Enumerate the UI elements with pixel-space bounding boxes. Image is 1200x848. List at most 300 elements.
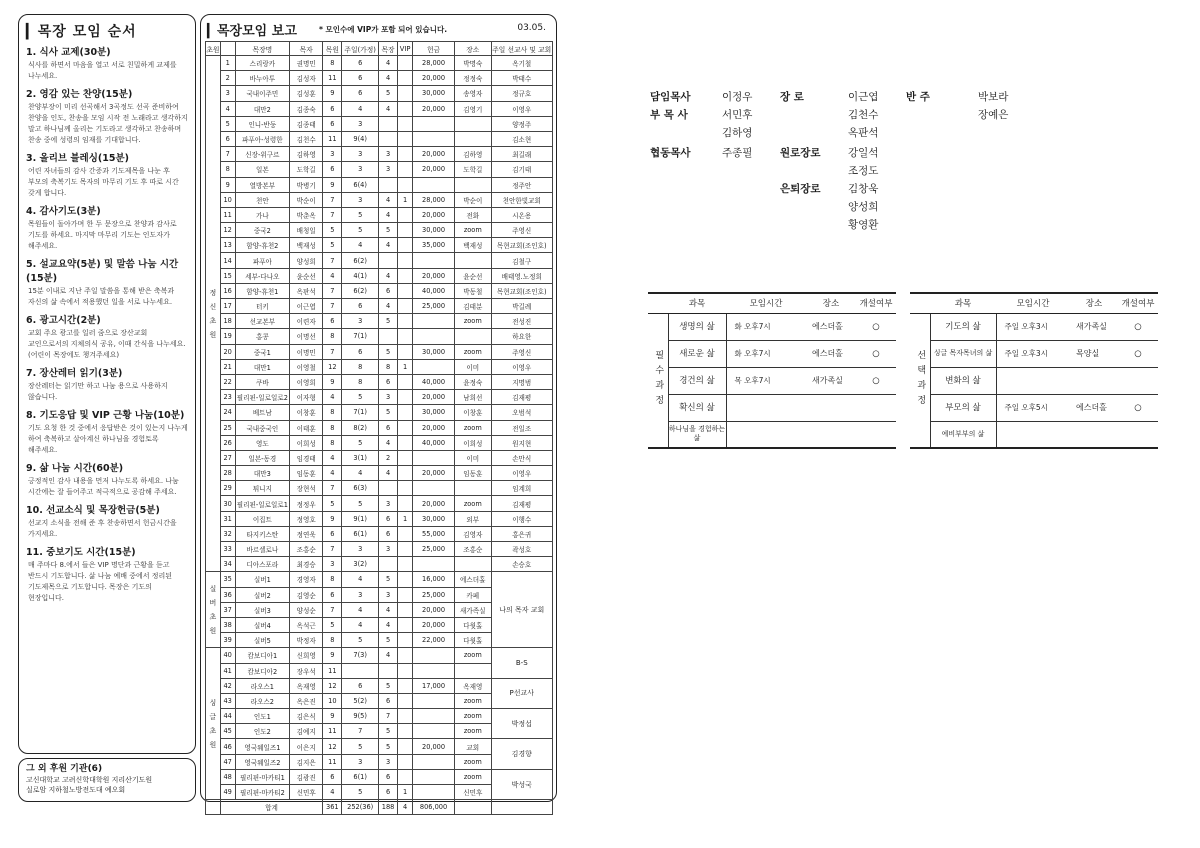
- table-cell: 30,000: [413, 344, 455, 359]
- table-cell: 정영호: [290, 511, 323, 526]
- course-name: 변화의 삶: [930, 367, 996, 394]
- table-cell: 11: [323, 754, 342, 769]
- table-cell: 김예지: [290, 724, 323, 739]
- table-cell: [398, 374, 413, 389]
- table-cell: [398, 602, 413, 617]
- table-cell: 6(1): [342, 526, 378, 541]
- course-column-header: 장소: [1070, 293, 1118, 313]
- table-cell: 실버5: [235, 633, 290, 648]
- table-cell: 정주안: [491, 177, 553, 192]
- merged-note-cell: P선교사: [491, 678, 553, 708]
- table-cell: 시온용: [491, 207, 553, 222]
- table-cell: 임경태: [290, 450, 323, 465]
- table-cell: 조홍순: [290, 542, 323, 557]
- table-cell: 카페: [455, 587, 491, 602]
- table-cell: [378, 253, 397, 268]
- table-cell: 4: [323, 466, 342, 481]
- emeritus-elder-name: 강일석: [848, 147, 879, 159]
- table-cell: 12: [323, 359, 342, 374]
- table-cell: 9: [220, 177, 235, 192]
- order-item: [26, 205, 188, 252]
- table-cell: 8: [323, 405, 342, 420]
- table-row: [206, 557, 553, 572]
- table-cell: 김소현: [491, 131, 553, 146]
- table-cell: 4: [378, 56, 397, 71]
- table-row: [206, 101, 553, 116]
- table-cell: [413, 648, 455, 663]
- table-cell: 1: [398, 511, 413, 526]
- table-cell: 양성희: [290, 253, 323, 268]
- table-cell: 6: [378, 693, 397, 708]
- table-row: [206, 526, 553, 541]
- table-cell: [413, 754, 455, 769]
- course-column-header: 모임시간: [996, 293, 1070, 313]
- table-cell: 41: [220, 663, 235, 678]
- table-cell: zoom: [455, 344, 491, 359]
- table-cell: 전화: [455, 207, 491, 222]
- table-cell: [455, 253, 491, 268]
- table-cell: 5: [323, 617, 342, 632]
- table-cell: [398, 101, 413, 116]
- merged-note-cell: B-S: [491, 648, 553, 678]
- table-cell: [378, 557, 397, 572]
- table-cell: 옥기철: [491, 56, 553, 71]
- table-cell: 임계희: [491, 481, 553, 496]
- table-cell: 36: [220, 587, 235, 602]
- table-cell: 3: [342, 192, 378, 207]
- table-cell: 11: [323, 131, 342, 146]
- table-cell: [398, 481, 413, 496]
- table-cell: 40,000: [413, 283, 455, 298]
- table-cell: 8(2): [342, 420, 378, 435]
- table-row: [206, 405, 553, 420]
- table-cell: 40: [220, 648, 235, 663]
- table-cell: 6: [323, 162, 342, 177]
- table-cell: [398, 678, 413, 693]
- table-cell: 2: [378, 450, 397, 465]
- table-row: [206, 162, 553, 177]
- report-header: [205, 19, 552, 41]
- table-cell: 옥재영: [290, 678, 323, 693]
- table-cell: 4: [378, 648, 397, 663]
- table-cell: 1: [398, 359, 413, 374]
- table-cell: 중국2: [235, 223, 290, 238]
- course-column-header: 개설여부: [1118, 293, 1158, 313]
- table-cell: 6(2): [342, 283, 378, 298]
- table-cell: 윤정숙: [455, 374, 491, 389]
- table-cell: zoom: [455, 420, 491, 435]
- table-cell: 이희성: [455, 435, 491, 450]
- order-item: [26, 546, 188, 604]
- table-row: [206, 769, 553, 784]
- table-cell: 주영신: [491, 223, 553, 238]
- table-cell: 정정우: [290, 496, 323, 511]
- senior-pastor-title: 담임목사: [650, 91, 691, 103]
- table-cell: [398, 56, 413, 71]
- associate-pastor-title: 부 목 사: [650, 109, 688, 121]
- order-item: [26, 314, 188, 361]
- table-cell: [398, 617, 413, 632]
- retired-elder-name: 김창욱: [848, 183, 879, 195]
- table-row: [206, 299, 553, 314]
- course-row: [910, 313, 1158, 340]
- table-cell: 김철구: [491, 253, 553, 268]
- table-cell: 도학길: [290, 162, 323, 177]
- table-cell: 원지현: [491, 435, 553, 450]
- course-open-status: ○: [856, 313, 896, 340]
- elective-course-table: [910, 292, 1158, 449]
- order-item-description: 장산레터는 읽기만 하고 나눔 용으로 사용하지 않습니다.: [28, 382, 168, 401]
- course-time: [996, 421, 1070, 448]
- table-cell: zoom: [455, 496, 491, 511]
- table-cell: 이영우: [491, 359, 553, 374]
- table-cell: 30,000: [413, 511, 455, 526]
- table-cell: 3: [378, 390, 397, 405]
- table-cell: 옥석근: [290, 617, 323, 632]
- table-cell: 김태분: [455, 299, 491, 314]
- table-cell: [455, 177, 491, 192]
- table-cell: 3(1): [342, 450, 378, 465]
- table-cell: 11: [220, 207, 235, 222]
- table-cell: 4: [342, 572, 378, 587]
- table-row: [206, 344, 553, 359]
- table-cell: 새가족실: [455, 602, 491, 617]
- table-cell: 9: [323, 709, 342, 724]
- table-cell: 29: [220, 481, 235, 496]
- report-column-header: 장소: [455, 42, 491, 56]
- table-cell: 12: [220, 223, 235, 238]
- elder-name: 김천수: [848, 109, 879, 121]
- table-row: [206, 435, 553, 450]
- table-row: [206, 192, 553, 207]
- table-cell: 실버2: [235, 587, 290, 602]
- sponsor-line: 실로암 지하철노방전도대 예오회: [26, 786, 126, 794]
- table-cell: [398, 420, 413, 435]
- table-cell: 박병기: [290, 177, 323, 192]
- table-cell: [398, 299, 413, 314]
- order-item-heading: 11. 중보기도 시간(15분): [26, 547, 136, 558]
- course-time: 주일 오후3시: [996, 313, 1070, 340]
- report-date: 03.05.: [517, 23, 546, 33]
- table-cell: 박명숙: [455, 56, 491, 71]
- table-cell: 8: [220, 162, 235, 177]
- course-row: [648, 394, 896, 421]
- table-cell: 이명선: [290, 329, 323, 344]
- table-cell: 대만1: [235, 359, 290, 374]
- table-cell: 47: [220, 754, 235, 769]
- table-cell: 22,000: [413, 633, 455, 648]
- table-cell: 신희영: [290, 648, 323, 663]
- table-cell: 11: [323, 71, 342, 86]
- table-cell: 경영자: [290, 572, 323, 587]
- table-cell: [413, 450, 455, 465]
- table-cell: 최길래: [491, 147, 553, 162]
- table-cell: 양성순: [290, 602, 323, 617]
- table-cell: 이집트: [235, 511, 290, 526]
- report-column-header: [220, 42, 235, 56]
- table-cell: 6: [378, 526, 397, 541]
- table-cell: 20,000: [413, 101, 455, 116]
- table-cell: 중국1: [235, 344, 290, 359]
- table-cell: 46: [220, 739, 235, 754]
- course-name: 생명의 삶: [668, 313, 726, 340]
- table-cell: 30: [220, 496, 235, 511]
- table-cell: 6(1): [342, 769, 378, 784]
- table-cell: 4: [323, 785, 342, 800]
- group-label: 싱글초원: [206, 648, 221, 800]
- total-value: 252(36): [342, 800, 378, 815]
- table-cell: [455, 800, 491, 815]
- order-item-heading: 9. 삶 나눔 시간(60분): [26, 463, 124, 474]
- total-label: 합계: [220, 800, 322, 815]
- table-cell: [413, 693, 455, 708]
- table-cell: 대만2: [235, 101, 290, 116]
- table-cell: 3: [342, 116, 378, 131]
- table-cell: [491, 800, 553, 815]
- table-cell: 7: [220, 147, 235, 162]
- retired-elder-title: 은퇴장로: [780, 183, 821, 195]
- table-cell: 6: [342, 56, 378, 71]
- table-row: [206, 329, 553, 344]
- retired-elder-name: 황영환: [848, 219, 879, 231]
- course-name: 경건의 삶: [668, 367, 726, 394]
- table-cell: 송영자: [455, 86, 491, 101]
- table-cell: 라오스2: [235, 693, 290, 708]
- table-cell: 40,000: [413, 374, 455, 389]
- table-cell: 17,000: [413, 678, 455, 693]
- table-cell: 3: [378, 147, 397, 162]
- course-time: [996, 367, 1070, 394]
- table-cell: 목현교회(조인호): [491, 238, 553, 253]
- table-cell: 5: [342, 633, 378, 648]
- table-cell: [398, 71, 413, 86]
- table-cell: 쿠바: [235, 374, 290, 389]
- table-cell: 14: [220, 253, 235, 268]
- table-cell: 터키: [235, 299, 290, 314]
- table-cell: 4: [323, 450, 342, 465]
- table-cell: 28: [220, 466, 235, 481]
- table-cell: [398, 238, 413, 253]
- table-cell: 김성훈: [290, 86, 323, 101]
- table-cell: [413, 481, 455, 496]
- order-item-description: 식사를 하면서 마음을 열고 서로 친밀하게 교제를 나누세요.: [28, 61, 177, 80]
- order-item-description: 찬양부장이 미리 선곡해서 3곡정도 선곡 준비하여 찬양을 인도, 찬송을 모임 시작 전 노래라고 생각하지 말고 하나님께 올리는 기도라고 생각하고 찬송하며 찬송 중에 성령의 임재를 기대합니다.: [28, 103, 188, 144]
- table-cell: 천안: [235, 192, 290, 207]
- order-item: [26, 367, 188, 403]
- table-cell: 도학길: [455, 162, 491, 177]
- course-name: 기도의 삶: [930, 313, 996, 340]
- course-time: 목 오후7시: [726, 367, 806, 394]
- table-cell: 7: [323, 207, 342, 222]
- table-cell: 백재성: [455, 238, 491, 253]
- course-open-status: [1118, 367, 1158, 394]
- table-row: [206, 238, 553, 253]
- table-cell: 22: [220, 374, 235, 389]
- table-cell: 조홍순: [455, 542, 491, 557]
- course-column-header: 모임시간: [726, 293, 806, 313]
- table-cell: 4: [323, 390, 342, 405]
- table-cell: 37: [220, 602, 235, 617]
- table-row: [206, 466, 553, 481]
- table-cell: [398, 450, 413, 465]
- course-place: 에스더홀: [806, 313, 856, 340]
- table-row: [206, 207, 553, 222]
- table-cell: 목현교회(조인호): [491, 283, 553, 298]
- table-cell: 20,000: [413, 617, 455, 632]
- table-cell: 7: [323, 192, 342, 207]
- report-column-header: 목원: [323, 42, 342, 56]
- table-cell: 5: [378, 314, 397, 329]
- table-cell: 튀니지: [235, 481, 290, 496]
- table-cell: [455, 131, 491, 146]
- merged-note-cell: 박정섭: [491, 709, 553, 739]
- table-cell: 배태영.노정희: [491, 268, 553, 283]
- table-cell: 김천수: [290, 131, 323, 146]
- order-item: [26, 504, 188, 540]
- table-cell: 라오스1: [235, 678, 290, 693]
- table-cell: 디아스포라: [235, 557, 290, 572]
- group-label: 정신초원: [206, 56, 221, 572]
- table-cell: 20,000: [413, 390, 455, 405]
- table-cell: 필리핀-일로일로1: [235, 496, 290, 511]
- table-cell: [455, 329, 491, 344]
- table-cell: 11: [323, 724, 342, 739]
- table-cell: zoom: [455, 709, 491, 724]
- course-name: 예비부부의 삶: [930, 421, 996, 448]
- table-row: [206, 147, 553, 162]
- table-cell: 정연욱: [290, 526, 323, 541]
- table-cell: 38: [220, 617, 235, 632]
- table-cell: 파푸아-성령한: [235, 131, 290, 146]
- table-cell: 6: [342, 86, 378, 101]
- table-cell: 9: [323, 648, 342, 663]
- table-cell: 3: [323, 147, 342, 162]
- table-cell: [413, 329, 455, 344]
- table-row: [206, 359, 553, 374]
- table-cell: 4: [342, 466, 378, 481]
- table-cell: 캄보디아1: [235, 648, 290, 663]
- table-cell: [413, 557, 455, 572]
- table-cell: 백재성: [290, 238, 323, 253]
- table-cell: 김종태: [290, 116, 323, 131]
- order-item-description: 목원들이 돌아가며 한 두 문장으로 찬양과 감사로 기도를 하세요. 마지막 마무리 기도는 인도자가 해주세요.: [28, 220, 177, 250]
- table-cell: 7: [323, 344, 342, 359]
- table-cell: 3: [342, 542, 378, 557]
- table-cell: 10: [323, 693, 342, 708]
- table-cell: 임동훈: [290, 466, 323, 481]
- table-cell: [398, 207, 413, 222]
- table-row: [206, 314, 553, 329]
- course-column-header: 개설여부: [856, 293, 896, 313]
- table-cell: [398, 648, 413, 663]
- table-cell: 6: [323, 526, 342, 541]
- table-cell: 1: [220, 56, 235, 71]
- table-cell: 9: [323, 511, 342, 526]
- course-time: 화 오후7시: [726, 313, 806, 340]
- table-cell: [413, 663, 455, 678]
- course-name: 하나님을 경험하는 삶: [668, 421, 726, 448]
- table-cell: 5: [323, 223, 342, 238]
- table-cell: 실버1: [235, 572, 290, 587]
- table-cell: [398, 724, 413, 739]
- table-cell: 49: [220, 785, 235, 800]
- table-cell: [413, 116, 455, 131]
- report-column-header: 목장명: [235, 42, 290, 56]
- table-cell: [206, 800, 221, 815]
- table-cell: 정규호: [491, 86, 553, 101]
- table-cell: 일본: [235, 162, 290, 177]
- table-cell: 3: [378, 162, 397, 177]
- table-cell: 6: [323, 314, 342, 329]
- table-cell: [398, 268, 413, 283]
- table-cell: 20,000: [413, 147, 455, 162]
- table-cell: 전성진: [491, 314, 553, 329]
- table-cell: [398, 405, 413, 420]
- table-cell: 20,000: [413, 739, 455, 754]
- table-cell: 5: [378, 344, 397, 359]
- table-cell: 파푸아: [235, 253, 290, 268]
- course-header-spacer: [910, 293, 930, 313]
- table-cell: 25,000: [413, 542, 455, 557]
- table-cell: 지명범: [491, 374, 553, 389]
- table-cell: 23: [220, 390, 235, 405]
- table-cell: 4: [378, 101, 397, 116]
- table-cell: 28,000: [413, 192, 455, 207]
- table-row: [206, 739, 553, 754]
- total-value: 188: [378, 800, 397, 815]
- course-header-spacer: [648, 293, 668, 313]
- staff-directory: [650, 88, 1070, 238]
- table-cell: 양정주: [491, 116, 553, 131]
- table-cell: [413, 131, 455, 146]
- table-cell: 3: [342, 587, 378, 602]
- table-cell: [398, 663, 413, 678]
- sponsor-panel: [18, 758, 196, 802]
- order-item-description: 교회 주요 광고를 일러 줌으로 장산교회 교인으로서의 지체의식 공유, 이때 간식을 나누세요.(어린이 목장에도 챙겨주세요): [28, 329, 186, 359]
- table-cell: 31: [220, 511, 235, 526]
- course-name: 싱글 목자목녀의 삶: [930, 340, 996, 367]
- course-place: 새가족실: [1070, 313, 1118, 340]
- report-column-header: 목장: [378, 42, 397, 56]
- course-open-status: [856, 394, 896, 421]
- table-cell: 5: [342, 223, 378, 238]
- table-row: [206, 572, 553, 587]
- table-cell: 4: [342, 101, 378, 116]
- table-cell: [455, 663, 491, 678]
- table-cell: 6: [378, 769, 397, 784]
- table-cell: 4: [378, 435, 397, 450]
- table-cell: 4: [342, 617, 378, 632]
- table-cell: 필리핀-마카티2: [235, 785, 290, 800]
- table-cell: 6: [323, 587, 342, 602]
- table-cell: 25: [220, 420, 235, 435]
- table-cell: [398, 314, 413, 329]
- course-place: 목양실: [1070, 340, 1118, 367]
- table-cell: [413, 177, 455, 192]
- table-cell: 20,000: [413, 496, 455, 511]
- table-cell: 4: [378, 268, 397, 283]
- elder-title: 장 로: [780, 91, 804, 103]
- table-cell: 5: [378, 678, 397, 693]
- sponsor-heading: 그 외 후원 기관(6): [26, 764, 103, 774]
- table-cell: [398, 162, 413, 177]
- course-open-status: [856, 421, 896, 448]
- table-cell: 남희선: [455, 390, 491, 405]
- table-row: [206, 116, 553, 131]
- table-row: [206, 390, 553, 405]
- table-cell: 곽성호: [491, 542, 553, 557]
- table-cell: 30,000: [413, 405, 455, 420]
